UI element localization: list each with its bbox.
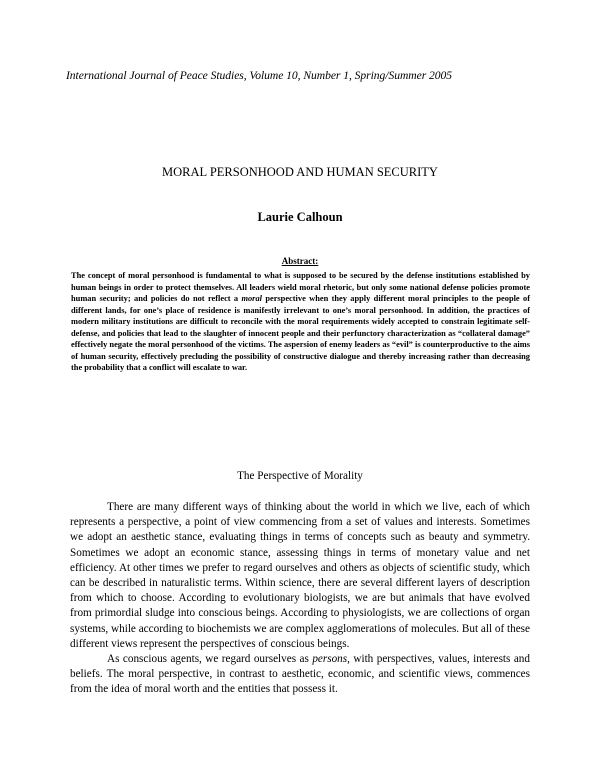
section-heading: The Perspective of Morality (237, 470, 363, 482)
article-title: MORAL PERSONHOOD AND HUMAN SECURITY (162, 165, 438, 179)
body-paragraph-1: There are many different ways of thinking about the world in which we live, each of which represents a perspective, a point of view commencing from a set of values and interests. Sometimes we adopt an aesthetic stance, evaluating things in terms of concepts such as beauty and symmetry. Sometimes we adopt an economic stance, assessing things in terms of monetary value and net efficiency. At other times we prefer to regard ourselves and others as objects of scientific study, which can be described in naturalistic terms. Within science, there are several different layers of description from which to choose. According to evolutionary biologists, we are but animals that have evolved from primordial sludge into conscious beings. According to physiologists, we are collections of organ systems, while according to biochemists we are complex agglomerations of molecules. But all of these different views represent the perspectives of conscious beings. (70, 501, 530, 650)
abstract-text-part-2: perspective when they apply different moral principles to the people of different lands, for one’s place of residence is manifestly irrelevant to one’s moral personhood. In addition, the practices of modern military institutions are difficult to reconcile with the moral requirements widely accepted to constrain legitimate self-defense, and policies that lead to the slaughter of innocent people and their perfunctory characterization as “collateral damage” effectively negate the moral personhood of the victims. The aspersion of enemy leaders as “evil” is counterproductive to the aims of human security, effectively precluding the possibility of constructive dialogue and thereby increasing rather than decreasing the probability that a conflict will escalate to war. (71, 294, 530, 373)
abstract-emphasis: moral (241, 294, 262, 304)
body-paragraph-2 (70, 652, 530, 698)
section-body (70, 500, 530, 698)
paragraph-2-text-a: As conscious agents, we regard ourselves as (107, 653, 313, 666)
abstract-text-part-1: The concept of moral personhood is fundamental to what is supposed to be secured by the defense institutions established by human beings in order to protect themselves. All leaders wield moral rhetoric, but only some national defense policies promote human security; and policies do not reflect a (71, 271, 530, 304)
abstract-heading: Abstract: (281, 256, 319, 266)
abstract-body (71, 270, 530, 374)
journal-header: International Journal of Peace Studies, Volume 10, Number 1, Spring/Summer 2005 (66, 69, 453, 82)
paragraph-2-emphasis: persons (312, 653, 348, 666)
article-author: Laurie Calhoun (257, 210, 343, 224)
paragraph-2-text-b: , with perspectives, values, interests and beliefs. The moral perspective, in contrast to aesthetic, economic, and scientific views, commences from the idea of moral worth and the entities that possess it. (70, 653, 530, 696)
